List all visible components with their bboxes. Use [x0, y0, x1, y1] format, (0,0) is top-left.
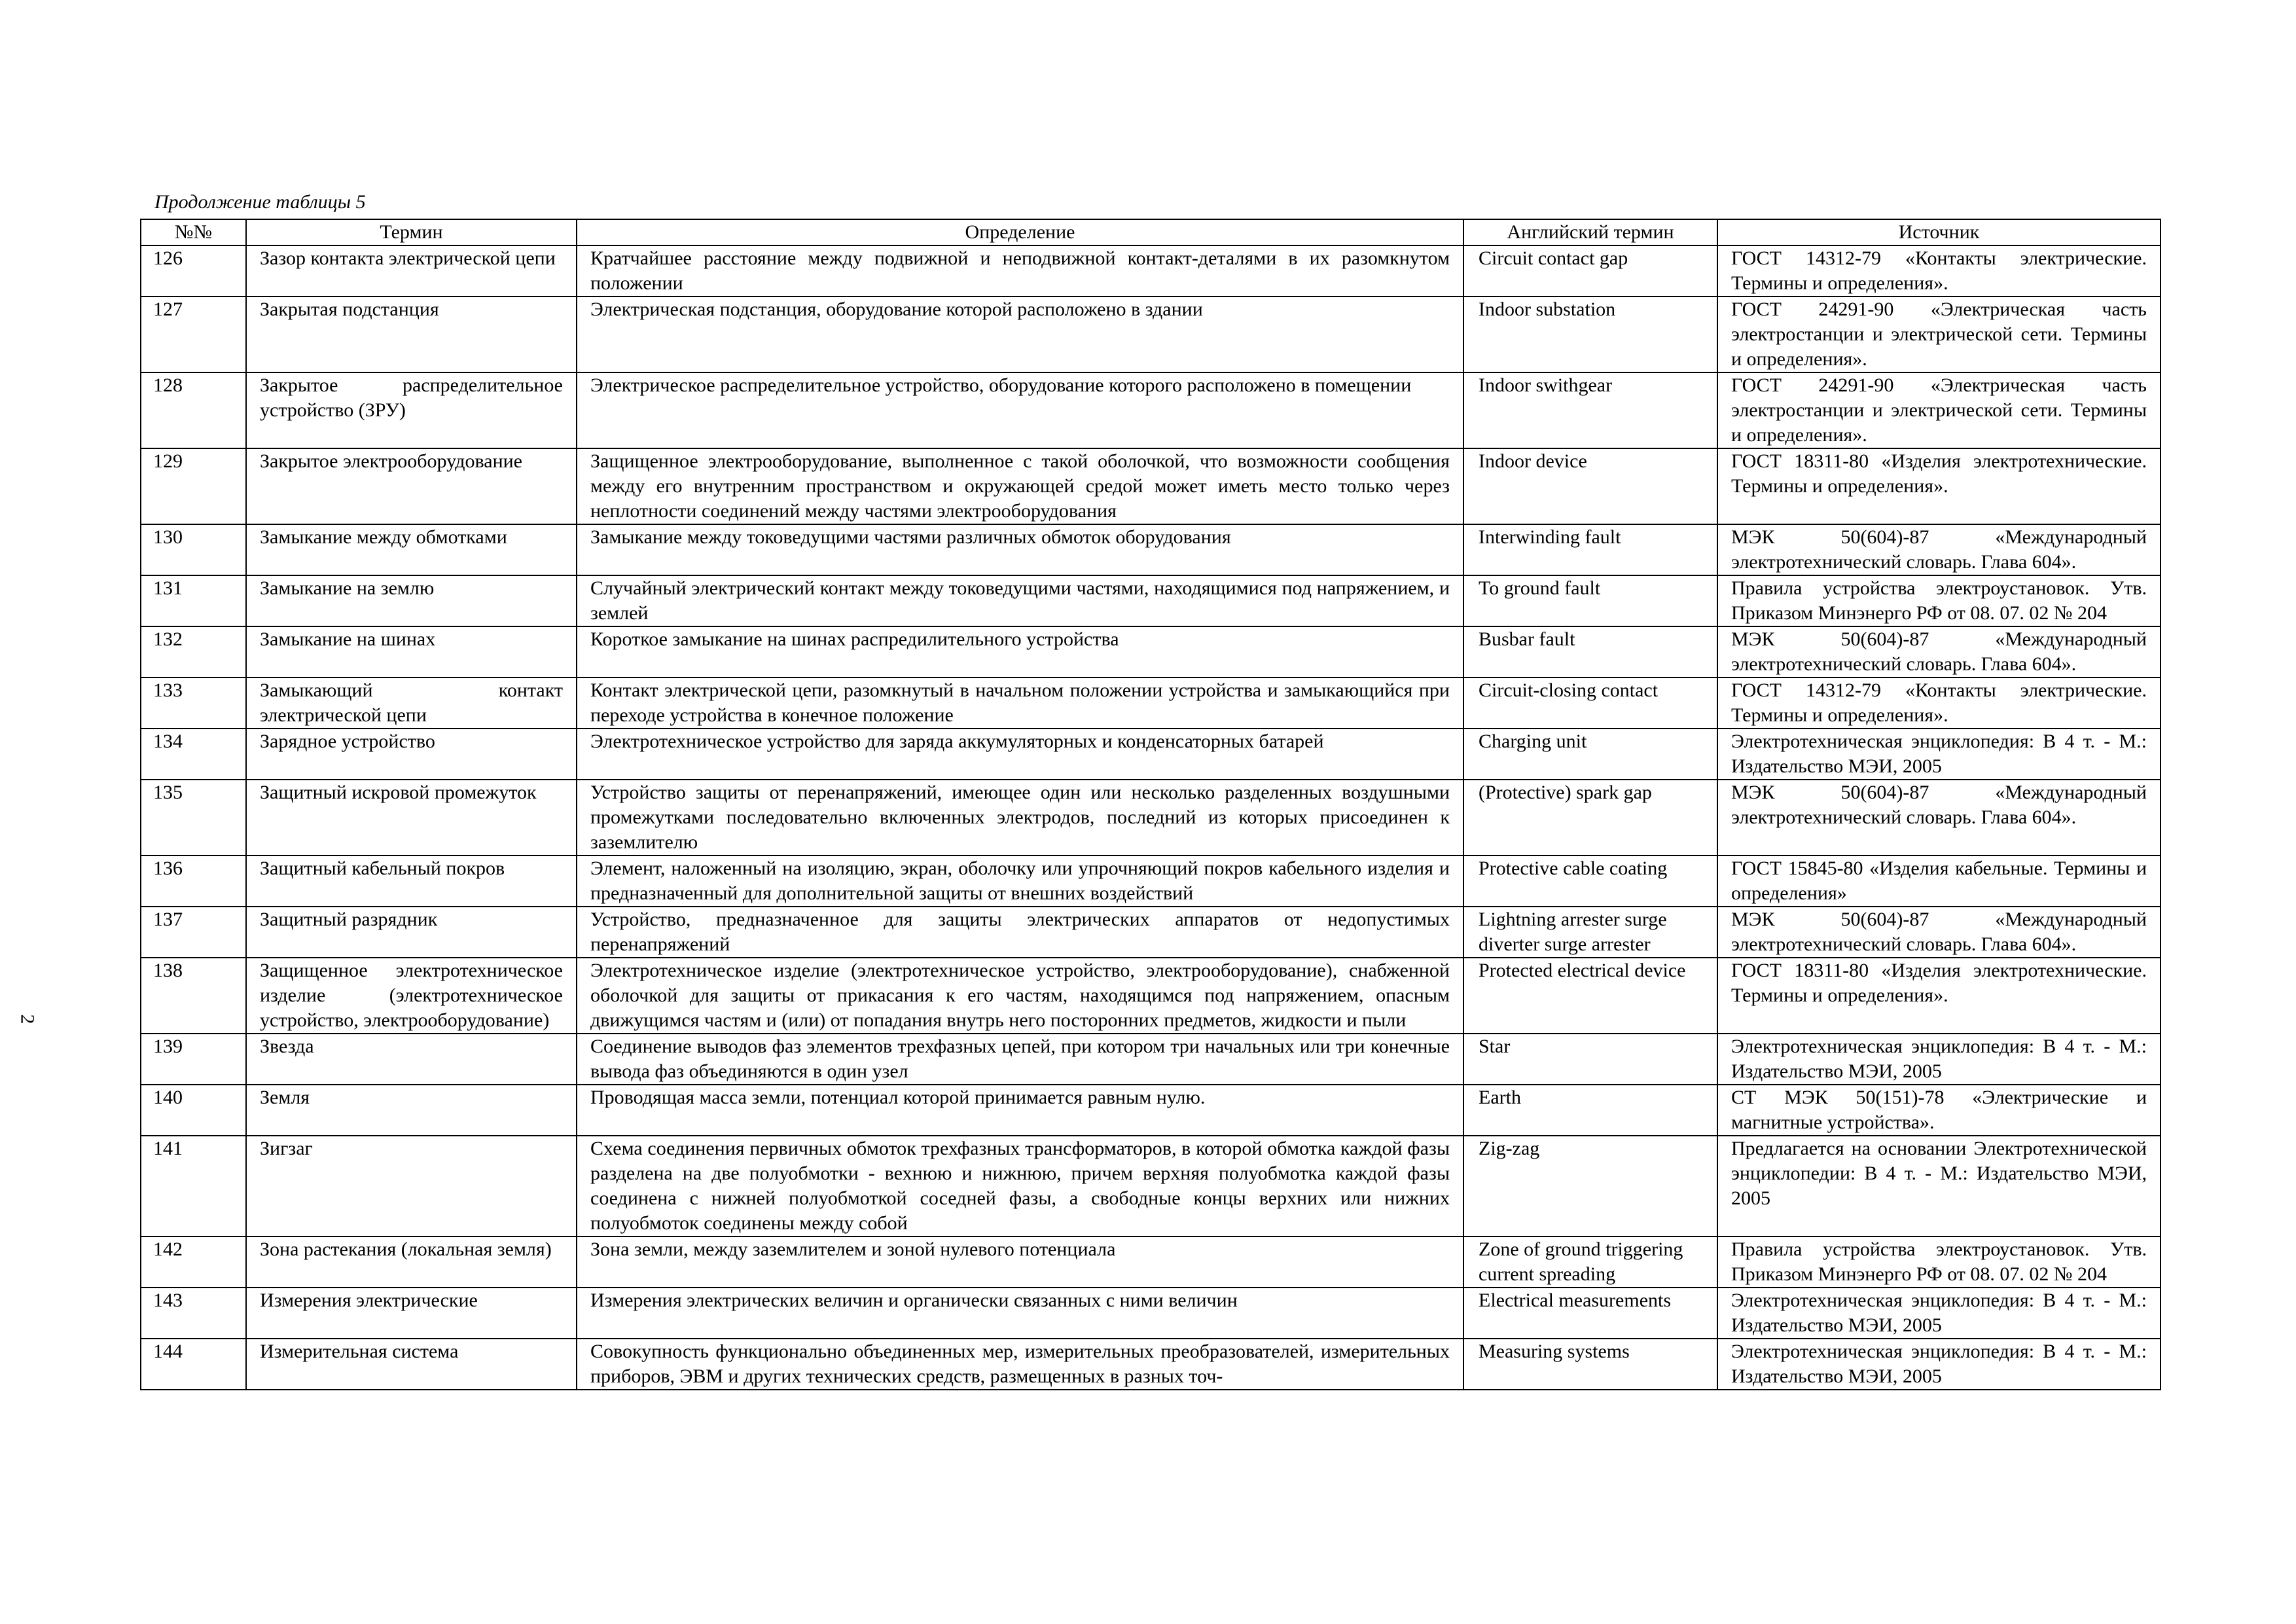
cell-term: Зазор контакта электрической цепи [246, 245, 577, 297]
cell-num: 126 [141, 245, 246, 297]
cell-num: 141 [141, 1136, 246, 1236]
cell-source: ГОСТ 24291-90 «Электрическая часть электростанции и электрической сети. Термины и определения». [1717, 372, 2161, 448]
header-term: Термин [246, 219, 577, 245]
cell-num: 143 [141, 1288, 246, 1339]
table-row [141, 729, 2161, 780]
cell-term: Замыкающий контакт электрической цепи [246, 677, 577, 729]
cell-definition: Устройство защиты от перенапряжений, имеющее один или несколько разделенных воздушными промежутками последовательно включенных электродов, последний из которых присоединен к заземлителю [577, 780, 1463, 856]
cell-definition: Зона земли, между заземлителем и зоной нулевого потенциала [577, 1236, 1463, 1288]
cell-definition: Совокупность функционально объединенных мер, измерительных преобразователей, измерительных приборов, ЭВМ и других технических средств, размещенных в разных точ- [577, 1339, 1463, 1390]
table-row [141, 958, 2161, 1034]
page-number: 2 [16, 1014, 39, 1024]
header-row [141, 219, 2161, 245]
cell-english: Lightning arrester surge diverter surge arrester [1463, 907, 1717, 958]
table-row [141, 575, 2161, 626]
cell-source: ГОСТ 18311-80 «Изделия электротехнические. Термины и определения». [1717, 958, 2161, 1034]
cell-num: 139 [141, 1034, 246, 1085]
terms-table [140, 219, 2161, 1390]
cell-definition: Устройство, предназначенное для защиты электрических аппаратов от недопустимых перенапряжений [577, 907, 1463, 958]
cell-num: 140 [141, 1085, 246, 1136]
cell-term: Защитный кабельный покров [246, 856, 577, 907]
table-row [141, 907, 2161, 958]
cell-definition: Электротехническое устройство для заряда аккумуляторных и конденсаторных батарей [577, 729, 1463, 780]
cell-source: Электротехническая энциклопедия: В 4 т. - М.: Издательство МЭИ, 2005 [1717, 1034, 2161, 1085]
cell-english: To ground fault [1463, 575, 1717, 626]
cell-num: 128 [141, 372, 246, 448]
cell-english: Measuring systems [1463, 1339, 1717, 1390]
cell-term: Защищенное электротехническое изделие (электротехническое устройство, электрооборудование) [246, 958, 577, 1034]
table-body [141, 245, 2161, 1390]
cell-english: (Protective) spark gap [1463, 780, 1717, 856]
header-source: Источник [1717, 219, 2161, 245]
cell-source: Правила устройства электроустановок. Утв. Приказом Минэнерго РФ от 08. 07. 02 № 204 [1717, 1236, 2161, 1288]
cell-term: Закрытое распределительное устройство (ЗРУ) [246, 372, 577, 448]
cell-definition: Измерения электрических величин и органически связанных с ними величин [577, 1288, 1463, 1339]
cell-definition: Случайный электрический контакт между токоведущими частями, находящимися под напряжением, и землей [577, 575, 1463, 626]
cell-source: МЭК 50(604)-87 «Международный электротехнический словарь. Глава 604». [1717, 626, 2161, 677]
cell-definition: Защищенное электрооборудование, выполненное с такой оболочкой, что возможности сообщения между его внутренним пространством и окружающей средой может иметь место только через неплотности соединений между частями электрооборудования [577, 448, 1463, 524]
cell-english: Protective cable coating [1463, 856, 1717, 907]
cell-term: Измерительная система [246, 1339, 577, 1390]
table-row [141, 1136, 2161, 1236]
header-english: Английский термин [1463, 219, 1717, 245]
cell-english: Interwinding fault [1463, 524, 1717, 575]
cell-definition: Проводящая масса земли, потенциал которой принимается равным нулю. [577, 1085, 1463, 1136]
cell-num: 136 [141, 856, 246, 907]
cell-term: Зарядное устройство [246, 729, 577, 780]
cell-definition: Соединение выводов фаз элементов трехфазных цепей, при котором три начальных или три конечные вывода фаз объединяются в один узел [577, 1034, 1463, 1085]
cell-english: Indoor substation [1463, 297, 1717, 372]
table-row [141, 1288, 2161, 1339]
cell-source: ГОСТ 24291-90 «Электрическая часть электростанции и электрической сети. Термины и определения». [1717, 297, 2161, 372]
cell-term: Земля [246, 1085, 577, 1136]
table-row [141, 524, 2161, 575]
table-row [141, 1236, 2161, 1288]
cell-definition: Элемент, наложенный на изоляцию, экран, оболочку или упрочняющий покров кабельного изделия и предназначенный для дополнительной защиты от внешних воздействий [577, 856, 1463, 907]
cell-english: Earth [1463, 1085, 1717, 1136]
cell-term: Закрытая подстанция [246, 297, 577, 372]
cell-term: Замыкание на шинах [246, 626, 577, 677]
cell-term: Звезда [246, 1034, 577, 1085]
cell-english: Indoor swithgear [1463, 372, 1717, 448]
cell-english: Circuit contact gap [1463, 245, 1717, 297]
header-num: №№ [141, 219, 246, 245]
cell-definition: Электрическая подстанция, оборудование которой расположено в здании [577, 297, 1463, 372]
table-row [141, 677, 2161, 729]
cell-source: ГОСТ 18311-80 «Изделия электротехнические. Термины и определения». [1717, 448, 2161, 524]
cell-english: Circuit-closing contact [1463, 677, 1717, 729]
cell-num: 142 [141, 1236, 246, 1288]
cell-num: 138 [141, 958, 246, 1034]
table-row [141, 626, 2161, 677]
cell-definition: Электротехническое изделие (электротехническое устройство, электрооборудование), снабженной оболочкой для защиты от прикасания к его частям, находящимся под напряжением, опасным движущимся частям и (или) от попадания внутрь него посторонних предметов, жидкости и пыли [577, 958, 1463, 1034]
cell-english: Zone of ground triggering current spreading [1463, 1236, 1717, 1288]
cell-source: Предлагается на основании Электротехнической энциклопедии: В 4 т. - М.: Издательство МЭИ, 2005 [1717, 1136, 2161, 1236]
cell-source: Электротехническая энциклопедия: В 4 т. - М.: Издательство МЭИ, 2005 [1717, 1339, 2161, 1390]
cell-definition: Короткое замыкание на шинах распредилительного устройства [577, 626, 1463, 677]
cell-source: МЭК 50(604)-87 «Международный электротехнический словарь. Глава 604». [1717, 524, 2161, 575]
table-row [141, 372, 2161, 448]
cell-definition: Кратчайшее расстояние между подвижной и неподвижной контакт-деталями в их разомкнутом положении [577, 245, 1463, 297]
table-row [141, 448, 2161, 524]
cell-num: 133 [141, 677, 246, 729]
cell-source: МЭК 50(604)-87 «Международный электротехнический словарь. Глава 604». [1717, 907, 2161, 958]
cell-english: Zig-zag [1463, 1136, 1717, 1236]
table-row [141, 1085, 2161, 1136]
cell-num: 134 [141, 729, 246, 780]
cell-num: 132 [141, 626, 246, 677]
cell-source: МЭК 50(604)-87 «Международный электротехнический словарь. Глава 604». [1717, 780, 2161, 856]
cell-term: Зона растекания (локальная земля) [246, 1236, 577, 1288]
table-row [141, 856, 2161, 907]
cell-definition: Схема соединения первичных обмоток трехфазных трансформаторов, в которой обмотка каждой фазы разделена на две полуобмотки - вехнюю и нижнюю, причем верхняя полуобмотка каждой фазы соединена с нижней полуобмоткой соседней фазы, а свободные концы верхних или нижних полуобмоток соединены между собой [577, 1136, 1463, 1236]
cell-source: Электротехническая энциклопедия: В 4 т. - М.: Издательство МЭИ, 2005 [1717, 1288, 2161, 1339]
cell-definition: Замыкание между токоведущими частями различных обмоток оборудования [577, 524, 1463, 575]
cell-source: СТ МЭК 50(151)-78 «Электрические и магнитные устройства». [1717, 1085, 2161, 1136]
table-row [141, 297, 2161, 372]
cell-term: Измерения электрические [246, 1288, 577, 1339]
cell-num: 131 [141, 575, 246, 626]
table-caption: Продолжение таблицы 5 [154, 191, 366, 213]
cell-term: Замыкание на землю [246, 575, 577, 626]
cell-definition: Контакт электрической цепи, разомкнутый в начальном положении устройства и замыкающийся при переходе устройства в конечное положение [577, 677, 1463, 729]
cell-source: ГОСТ 14312-79 «Контакты электрические. Термины и определения». [1717, 245, 2161, 297]
cell-english: Indoor device [1463, 448, 1717, 524]
cell-english: Star [1463, 1034, 1717, 1085]
cell-english: Protected electrical device [1463, 958, 1717, 1034]
cell-source: ГОСТ 15845-80 «Изделия кабельные. Термины и определения» [1717, 856, 2161, 907]
cell-num: 130 [141, 524, 246, 575]
table-row [141, 1339, 2161, 1390]
table-row [141, 1034, 2161, 1085]
cell-num: 137 [141, 907, 246, 958]
cell-term: Замыкание между обмотками [246, 524, 577, 575]
cell-source: ГОСТ 14312-79 «Контакты электрические. Термины и определения». [1717, 677, 2161, 729]
table-row [141, 780, 2161, 856]
table-row [141, 245, 2161, 297]
cell-english: Charging unit [1463, 729, 1717, 780]
cell-num: 144 [141, 1339, 246, 1390]
cell-source: Правила устройства электроустановок. Утв. Приказом Минэнерго РФ от 08. 07. 02 № 204 [1717, 575, 2161, 626]
cell-term: Защитный разрядник [246, 907, 577, 958]
cell-term: Закрытое электрооборудование [246, 448, 577, 524]
cell-num: 127 [141, 297, 246, 372]
cell-term: Зигзаг [246, 1136, 577, 1236]
cell-term: Защитный искровой промежуток [246, 780, 577, 856]
cell-num: 135 [141, 780, 246, 856]
cell-num: 129 [141, 448, 246, 524]
cell-source: Электротехническая энциклопедия: В 4 т. - М.: Издательство МЭИ, 2005 [1717, 729, 2161, 780]
cell-english: Electrical measurements [1463, 1288, 1717, 1339]
header-definition: Определение [577, 219, 1463, 245]
cell-english: Busbar fault [1463, 626, 1717, 677]
cell-definition: Электрическое распределительное устройство, оборудование которого расположено в помещении [577, 372, 1463, 448]
